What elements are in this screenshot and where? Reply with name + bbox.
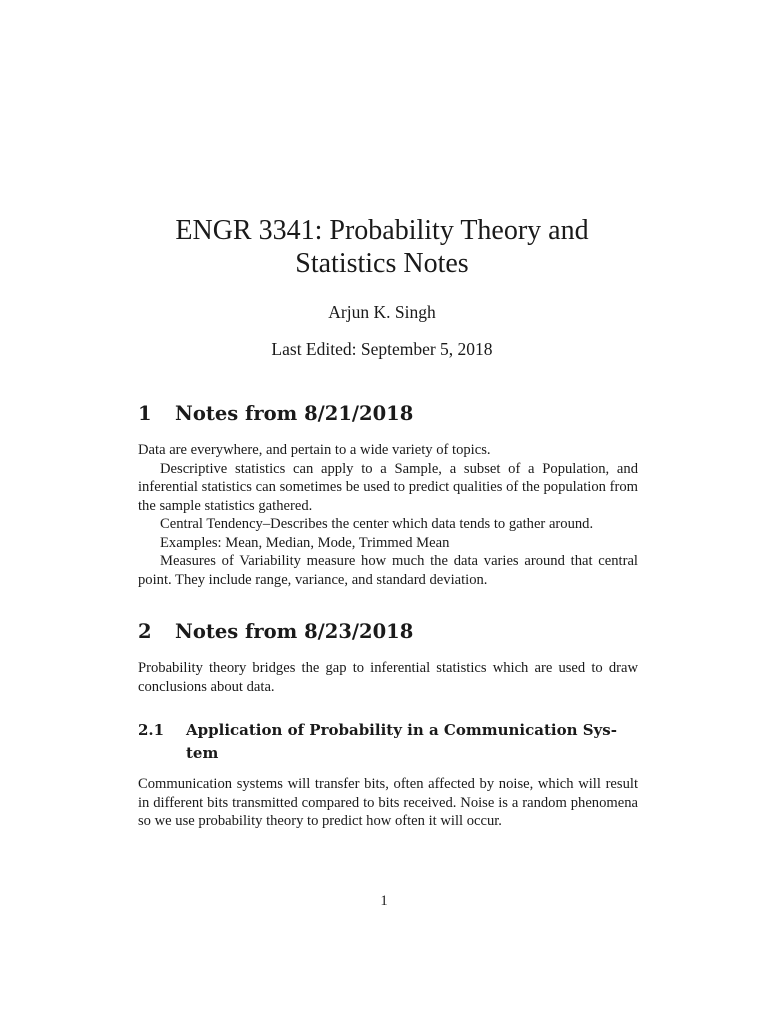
subsection-heading: [138, 719, 638, 765]
section-title: Notes from 8/23/2018: [175, 620, 414, 643]
section-heading: [138, 619, 638, 645]
paragraph: Central Tendency–Describes the center which data tends to gather around.: [160, 516, 594, 532]
section-2: [138, 619, 638, 696]
author-name: Arjun K. Singh: [328, 302, 436, 322]
section-title: Notes from 8/21/2018: [175, 402, 414, 425]
title-line-2: Statistics Notes: [295, 248, 469, 279]
subsection-number: 2.1: [138, 721, 165, 739]
document-title: [120, 214, 644, 280]
section-number: 1: [138, 402, 152, 425]
paragraph: Communication systems will transfer bits, often affected by noise, which will result in different bits transmitted compared to bits received. Noise is a random phenomena so we use probability theory to predict how often it will occur.: [138, 776, 638, 829]
paragraph: Probability theory bridges the gap to inferential statistics which are used to draw conclusions about data.: [138, 660, 638, 695]
section-number: 2: [138, 620, 152, 643]
title-line-1: ENGR 3341: Probability Theory and: [175, 215, 589, 246]
subsection-title: Application of Probability in a Communication Sys-tem: [186, 721, 617, 762]
last-edited-date: Last Edited: September 5, 2018: [271, 339, 493, 359]
paragraph: Descriptive statistics can apply to a Sample, a subset of a Population, and inferential statistics can sometimes be used to predict qualities of the population from the sample statistics gathered.: [138, 460, 638, 514]
section-1: [138, 401, 638, 589]
paragraph: Examples: Mean, Median, Mode, Trimmed Mean: [160, 534, 450, 551]
page-number: 1: [380, 893, 388, 909]
paragraph: Data are everywhere, and pertain to a wide variety of topics.: [138, 442, 491, 458]
subsection-2-1: [138, 719, 638, 831]
section-heading: [138, 401, 638, 427]
paragraph: Measures of Variability measure how much the data varies around that central point. They include range, variance, and standard deviation.: [138, 553, 638, 588]
